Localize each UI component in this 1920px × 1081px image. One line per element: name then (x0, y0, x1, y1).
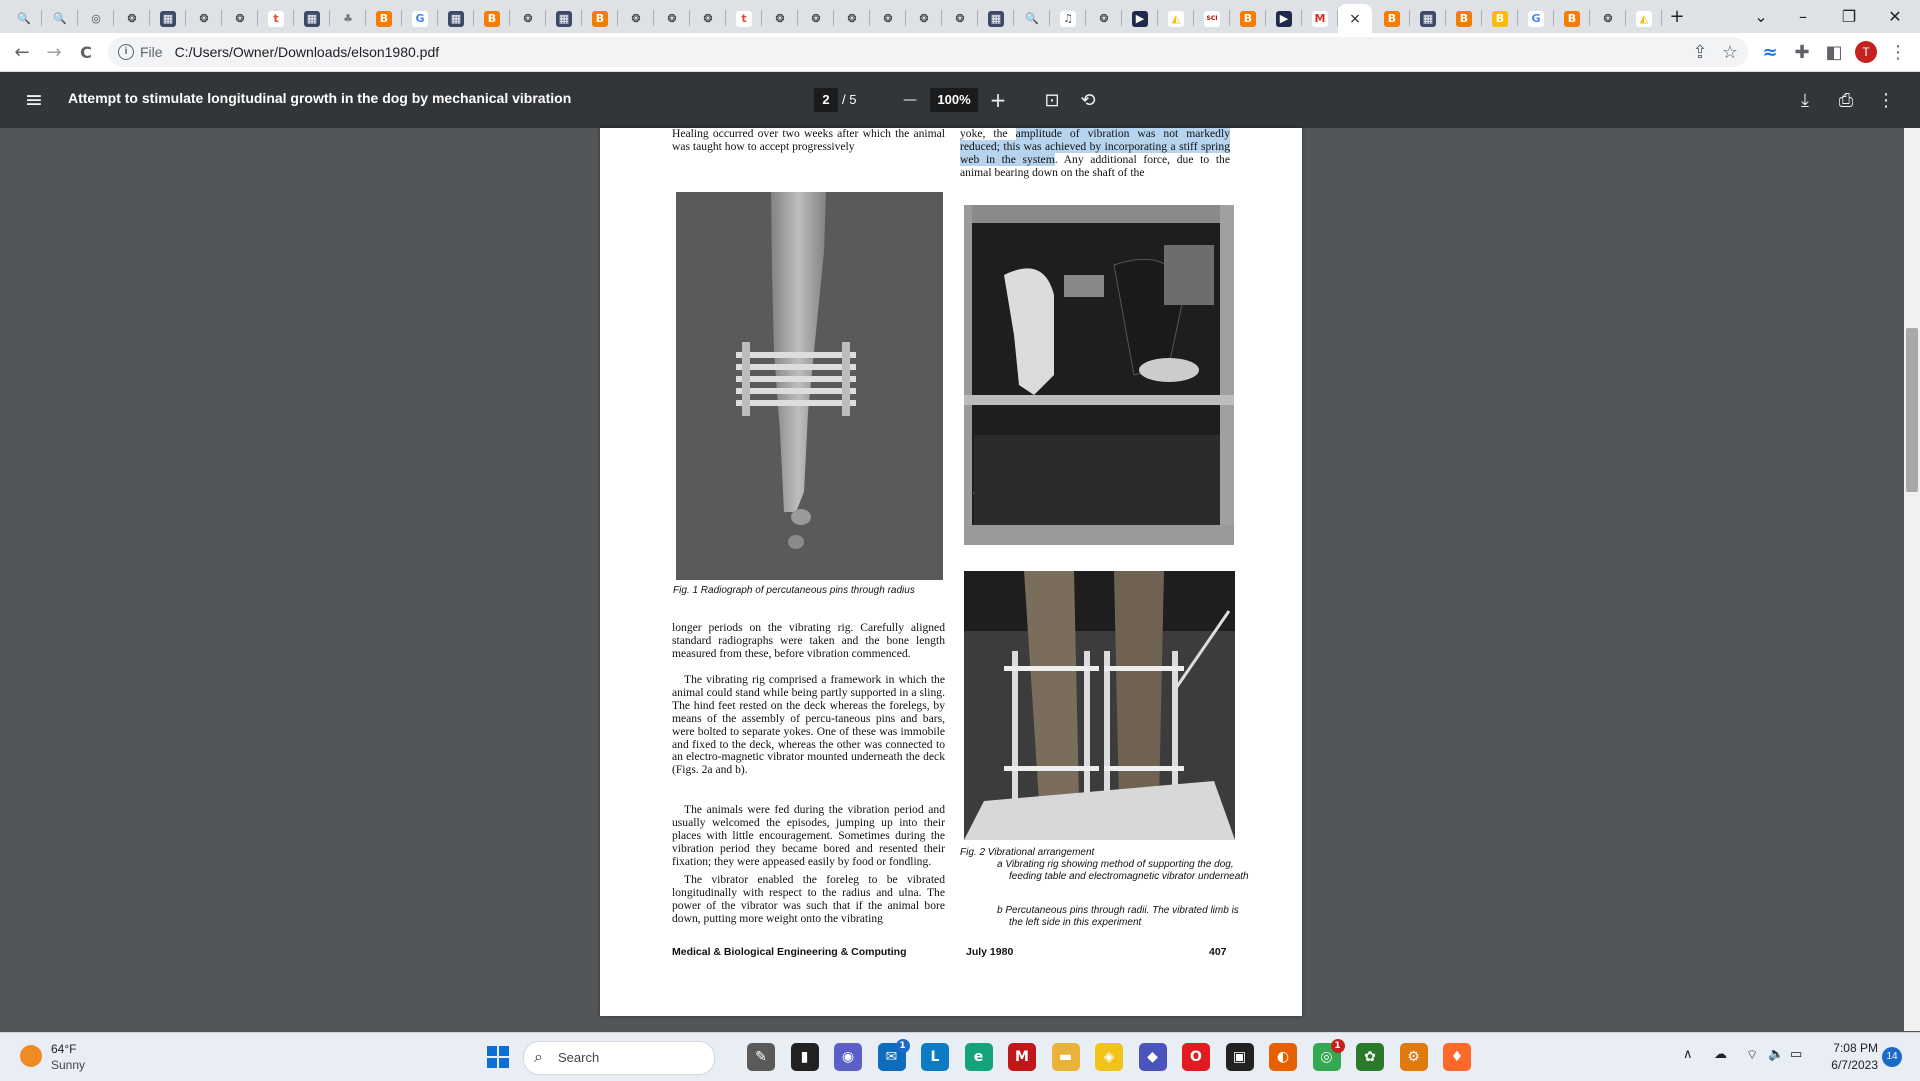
close-tab-icon[interactable]: × (1349, 10, 1361, 27)
radiograph-figure (676, 192, 943, 580)
scrollbar-thumb[interactable] (1906, 328, 1918, 492)
close-window-button[interactable]: ✕ (1888, 7, 1902, 26)
blogger-icon: B (484, 11, 500, 27)
tab-t[interactable] (726, 4, 762, 33)
pen-icon: ✎ (755, 1049, 767, 1065)
minimize-button[interactable]: – (1799, 7, 1807, 26)
wifi-icon[interactable]: ⌔ (1746, 1048, 1759, 1063)
fit-page-icon[interactable]: ⊡ (1044, 89, 1060, 111)
game-icon: ✿ (1364, 1049, 1376, 1065)
maps-app[interactable] (1095, 1043, 1123, 1071)
rig-figure (964, 205, 1234, 545)
tab-gmail[interactable] (1302, 4, 1338, 33)
highlighted-text: amplitude of vibration was not markedly reduced; this was achieved by incorporating a stiff spring web in the system (960, 128, 1231, 166)
pdf-scrollbar[interactable] (1904, 128, 1920, 1031)
blogger-icon: B (376, 11, 392, 27)
blogger-icon: B (1564, 11, 1580, 27)
right-top-text (960, 128, 1230, 180)
blogger-icon: B (1492, 11, 1508, 27)
active-tab[interactable] (1338, 4, 1372, 33)
pdf-page (600, 128, 1302, 1016)
search-icon: 🔍 (53, 12, 67, 25)
site-info-icon[interactable]: i (118, 44, 134, 60)
edge-icon: e (973, 1049, 984, 1065)
body-paragraph-1: longer periods on the vibrating rig. Carefully aligned standard radiographs were taken and the bone length measured from these, before vibration commenced. (672, 621, 945, 660)
gmail-icon: M (1312, 11, 1328, 27)
profile-button[interactable] (1852, 38, 1880, 66)
folder-icon: ▬ (1058, 1049, 1073, 1065)
address-text[interactable] (140, 44, 439, 60)
tab-blogger[interactable] (1554, 4, 1590, 33)
pdf-sidebar-menu-icon[interactable]: ≡ (24, 87, 44, 113)
bookmark-star-icon[interactable]: ☆ (1721, 41, 1739, 63)
download-icon[interactable]: ⤓ (1801, 89, 1809, 111)
terminal-app[interactable] (1226, 1043, 1254, 1071)
restore-button[interactable]: ❐ (1841, 7, 1857, 26)
edge-app[interactable] (965, 1043, 993, 1071)
tab-docs[interactable] (1050, 4, 1086, 33)
start-button[interactable] (484, 1043, 512, 1071)
left-top-text: Healing occurred over two weeks after which the animal was taught how to accept progressively (672, 128, 945, 153)
page-total: / 5 (842, 92, 857, 107)
drive-icon: ◭ (1168, 11, 1184, 27)
tab-search[interactable] (1014, 4, 1050, 33)
percutaneous-pins-photo (964, 571, 1235, 840)
clock-date[interactable]: 6/7/2023 (1831, 1058, 1878, 1072)
tab-openai[interactable] (222, 4, 258, 33)
sheet-icon: ▦ (304, 11, 320, 27)
tab-blogger[interactable] (1374, 4, 1410, 33)
zoom-input[interactable]: 100% (930, 88, 978, 112)
sheet-icon: ▦ (1420, 11, 1436, 27)
tab-openai[interactable] (942, 4, 978, 33)
radiograph-image (676, 192, 943, 580)
zoom-out-button[interactable]: — (903, 92, 917, 108)
sheet-icon: ▦ (160, 11, 176, 27)
game-app[interactable] (1356, 1043, 1384, 1071)
clock-time[interactable]: 7:08 PM (1833, 1041, 1878, 1055)
search-icon: ⌕ (534, 1047, 543, 1066)
tab-blogger[interactable] (474, 4, 510, 33)
tab-sheet[interactable] (978, 4, 1014, 33)
app-badge: 1 (1331, 1039, 1345, 1053)
tool-app[interactable] (1400, 1043, 1428, 1071)
mail-icon: ✉ (885, 1049, 898, 1065)
cortana-app[interactable] (1139, 1043, 1167, 1071)
openai-icon: ❂ (808, 11, 824, 27)
blogger-icon: B (1456, 11, 1472, 27)
tab-sheet[interactable] (294, 4, 330, 33)
tab-openai[interactable] (186, 4, 222, 33)
body-paragraph-2: The vibrating rig comprised a framework in which the animal could stand while being partly supported in a sling. The hind feet rested on the deck whereas the forelegs, by means of the assembly of percu-taneous pins and bars, were bolted to separate yokes. One of these was immobile and fixed to the deck, whereas the other was connected to an electro-magnetic vibrator mounted underneath the deck (Figs. 2a and b). (672, 673, 945, 777)
tab-sheet[interactable] (1410, 4, 1446, 33)
tab-search[interactable] (6, 4, 42, 33)
docs-icon: ♫ (1060, 11, 1076, 27)
tab-openai[interactable] (510, 4, 546, 33)
sheet-icon: ▦ (448, 11, 464, 27)
tab-openai[interactable] (654, 4, 690, 33)
openai-icon: ❂ (772, 11, 788, 27)
pins-figure (964, 571, 1235, 840)
puzzle-icon: ♣ (340, 11, 356, 27)
forward-button[interactable]: → (46, 41, 62, 63)
tab-arrow[interactable] (1122, 4, 1158, 33)
tab-drive[interactable] (1158, 4, 1194, 33)
google-icon: G (1528, 11, 1544, 27)
terminal-icon: ▣ (1232, 1049, 1247, 1065)
search-placeholder: Search (558, 1050, 600, 1065)
opera-icon: O (1190, 1049, 1202, 1065)
side-panel-icon[interactable]: ◧ (1825, 41, 1843, 63)
address-bar[interactable] (108, 37, 1748, 67)
tab-openai[interactable] (114, 4, 150, 33)
pdf-toolbar (0, 72, 1920, 128)
openai-icon: ❂ (664, 11, 680, 27)
tab-sheet[interactable] (546, 4, 582, 33)
teams-icon: ◉ (841, 1049, 855, 1065)
fig2-b-caption: b Percutaneous pins through radii. The vibrated limb is the left side in this experiment (997, 905, 1239, 928)
footer-page-number: 407 (1209, 946, 1227, 958)
tab-openai[interactable] (870, 4, 906, 33)
app-badge: 1 (896, 1039, 910, 1053)
flame-icon: ♦ (1450, 1049, 1464, 1065)
fig2-a-caption: a Vibrating rig showing method of supporting the dog, feeding table and electromagnetic vibrator underneath (997, 859, 1249, 882)
tab-lens[interactable] (78, 4, 114, 33)
sheet-icon: ▦ (556, 11, 572, 27)
tab-sheet[interactable] (438, 4, 474, 33)
mcafee-app[interactable] (1008, 1043, 1036, 1071)
onedrive-icon[interactable]: ☁ (1714, 1047, 1727, 1062)
share-icon[interactable]: ⇪ (1692, 41, 1708, 63)
tab-blogger[interactable] (1446, 4, 1482, 33)
openai-icon: ❂ (952, 11, 968, 27)
back-button[interactable]: ← (14, 41, 30, 63)
search-icon: 🔍 (1025, 12, 1039, 25)
teams-app[interactable] (834, 1043, 862, 1071)
tab-blogger[interactable] (582, 4, 618, 33)
tab-openai[interactable] (762, 4, 798, 33)
google-icon: G (412, 11, 428, 27)
openai-icon: ❂ (124, 11, 140, 27)
tab-openai[interactable] (834, 4, 870, 33)
taskbar-search[interactable] (523, 1041, 715, 1075)
openai-icon: ❂ (1096, 11, 1112, 27)
tab-openai[interactable] (798, 4, 834, 33)
tab-google[interactable] (1518, 4, 1554, 33)
url-scheme: File (140, 44, 163, 60)
extension-icon[interactable]: ≈ (1762, 41, 1778, 63)
tab-openai[interactable] (1590, 4, 1626, 33)
windows-taskbar (0, 1032, 1920, 1081)
openai-icon: ❂ (196, 11, 212, 27)
openai-icon: ❂ (1600, 11, 1616, 27)
tray-overflow-icon[interactable]: ∧ (1683, 1047, 1693, 1062)
tab-arrow[interactable] (1266, 4, 1302, 33)
tab-openai[interactable] (906, 4, 942, 33)
footer-journal: Medical & Biological Engineering & Computing (672, 946, 907, 958)
fig2-caption: Fig. 2 Vibrational arrangement (960, 847, 1095, 858)
tab-strip (0, 0, 1920, 33)
tab-openai[interactable] (690, 4, 726, 33)
mcafee-icon: M (1015, 1049, 1029, 1065)
openai-icon: ❂ (916, 11, 932, 27)
firefox-app[interactable] (1269, 1043, 1297, 1071)
rotate-icon[interactable]: ⟲ (1080, 89, 1096, 111)
body-paragraph-4: The vibrator enabled the foreleg to be vibrated longitudinally with respect to the radius and ulna. The power of the vibrator was such that if the animal bore down, putting more weight onto the vibrating (672, 873, 945, 925)
tab-openai[interactable] (618, 4, 654, 33)
openai-icon: ❂ (880, 11, 896, 27)
weather-sun-icon[interactable] (20, 1045, 42, 1067)
openai-icon: ❂ (700, 11, 716, 27)
tab-blogger[interactable] (1230, 4, 1266, 33)
maps-icon: ◈ (1103, 1049, 1115, 1065)
flame-app[interactable] (1443, 1043, 1471, 1071)
vibrating-rig-photo (964, 205, 1234, 545)
mail-app[interactable] (878, 1043, 906, 1071)
tab-t[interactable] (258, 4, 294, 33)
scihub-icon: SCI (1204, 11, 1220, 27)
blogger-icon: B (592, 11, 608, 27)
openai-icon: ❂ (628, 11, 644, 27)
blogger-icon: B (1384, 11, 1400, 27)
notification-badge[interactable]: 14 (1882, 1047, 1902, 1067)
lens-icon: ◎ (88, 11, 104, 27)
opera-app[interactable] (1182, 1043, 1210, 1071)
body-paragraph-3: The animals were fed during the vibration period and usually welcomed the episodes, jumping up into their places with little encouragement. Sometimes during the vibration period they became bored and resented their fixation; they were appeased easily by food or fondling. (672, 803, 945, 868)
l-app[interactable] (921, 1043, 949, 1071)
tab-openai[interactable] (1086, 4, 1122, 33)
new-tab-button[interactable]: + (1669, 6, 1685, 27)
tab-sheet[interactable] (150, 4, 186, 33)
openai-icon: ❂ (520, 11, 536, 27)
page-number-input[interactable]: 2 (814, 88, 838, 112)
extensions-puzzle-icon[interactable]: ✚ (1794, 41, 1810, 63)
fig1-caption: Fig. 1 Radiograph of percutaneous pins through radius (673, 585, 915, 596)
chrome-app[interactable] (1313, 1043, 1341, 1071)
battery-icon[interactable]: ▭ (1790, 1047, 1803, 1062)
right-top-post: . Any additional force, due to the animal bearing down on the shaft of the (960, 152, 1230, 179)
arrow-icon: ▶ (1276, 11, 1292, 27)
pen-app[interactable] (747, 1043, 775, 1071)
volume-icon[interactable]: 🔈 (1768, 1047, 1785, 1062)
weather-desc[interactable]: Sunny (51, 1058, 86, 1072)
firefox-icon: ◐ (1276, 1049, 1290, 1065)
tab-search-button[interactable]: ⌄ (1754, 7, 1768, 26)
chrome-icon: ◎ (1320, 1049, 1333, 1065)
blogger-icon: B (1240, 11, 1256, 27)
zoom-in-button[interactable]: + (989, 88, 1007, 112)
browser-menu-icon[interactable]: ⋮ (1889, 41, 1907, 63)
l-icon: L (930, 1049, 940, 1065)
t-icon: t (736, 11, 752, 27)
right-top-pre: yoke, the (960, 128, 1016, 140)
sheet-icon: ▦ (988, 11, 1004, 27)
tab-blogger[interactable] (366, 4, 402, 33)
search-icon: 🔍 (17, 12, 31, 25)
cortana-icon: ◆ (1147, 1049, 1158, 1065)
footer-date: July 1980 (966, 946, 1014, 958)
t-icon: t (268, 11, 284, 27)
tab-scihub[interactable] (1194, 4, 1230, 33)
file-explorer-app[interactable] (791, 1043, 819, 1071)
pdf-title: Attempt to stimulate longitudinal growth in the dog by mechanical vibration (68, 90, 572, 106)
reload-button[interactable]: C (80, 42, 92, 62)
pdf-more-icon[interactable]: ⋮ (1877, 89, 1895, 111)
openai-icon: ❂ (232, 11, 248, 27)
arrow-icon: ▶ (1132, 11, 1148, 27)
windows-logo-icon (487, 1046, 509, 1068)
print-icon[interactable]: ⎙ (1838, 89, 1854, 111)
profile-avatar: T (1855, 41, 1877, 63)
weather-temp[interactable]: 64°F (51, 1042, 77, 1056)
tool-icon: ⚙ (1407, 1049, 1420, 1065)
tab-blogger[interactable] (1482, 4, 1518, 33)
tab-puzzle[interactable] (330, 4, 366, 33)
drive-icon: ◭ (1636, 11, 1652, 27)
folder-app[interactable] (1052, 1043, 1080, 1071)
file-explorer-icon: ▮ (800, 1049, 809, 1065)
url-path: C:/Users/Owner/Downloads/elson1980.pdf (174, 44, 440, 60)
openai-icon: ❂ (844, 11, 860, 27)
tab-google[interactable] (402, 4, 438, 33)
browser-toolbar (0, 33, 1920, 72)
tab-search[interactable] (42, 4, 78, 33)
